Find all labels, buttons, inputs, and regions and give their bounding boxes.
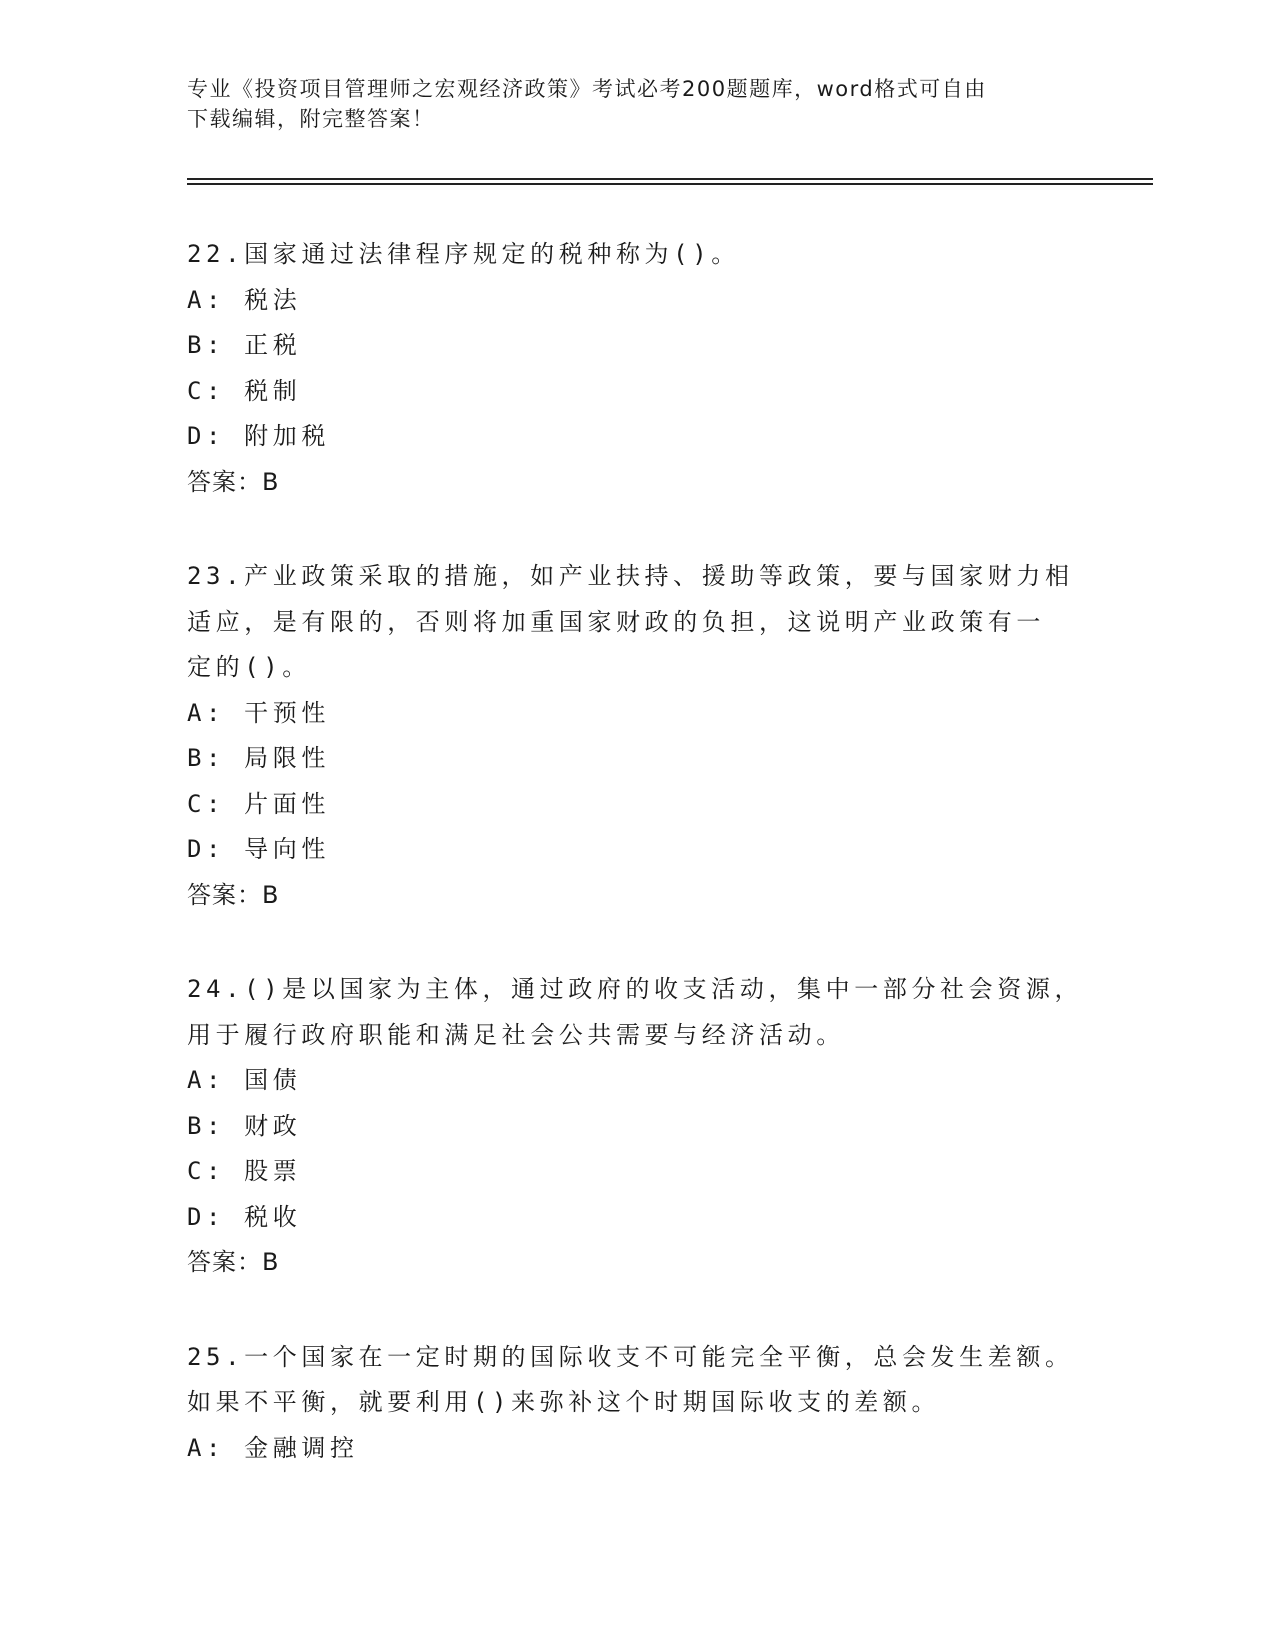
option-b: B: 财政	[187, 1111, 302, 1140]
option-a: A: 税法	[187, 285, 302, 314]
option-a: A: 金融调控	[187, 1433, 359, 1462]
header-line-1: 专业《投资项目管理师之宏观经济政策》考试必考200题题库，word格式可自由	[187, 77, 987, 101]
question-stem-line: 适应，是有限的，否则将加重国家财政的负担，这说明产业政策有一	[187, 607, 1045, 636]
header-divider-bottom	[187, 183, 1153, 185]
question-25	[187, 1335, 1087, 1472]
question-stem-line: 如果不平衡，就要利用()来弥补这个时期国际收支的差额。	[187, 1388, 941, 1416]
option-c: C: 片面性	[187, 789, 330, 818]
question-stem-line: 定的()。	[187, 653, 311, 681]
option-b: B: 正税	[187, 331, 302, 359]
option-a: A: 干预性	[187, 698, 330, 727]
question-stem-line: 22.国家通过法律程序规定的税种称为()。	[187, 240, 740, 268]
question-24	[187, 967, 1087, 1286]
question-stem-line: 23.产业政策采取的措施，如产业扶持、援助等政策，要与国家财力相	[187, 562, 1074, 590]
question-spacer	[187, 505, 1087, 554]
answer-line: 答案：B	[187, 467, 280, 496]
answer-line: 答案：B	[187, 1248, 280, 1276]
document-header	[187, 74, 1087, 134]
question-23	[187, 554, 1087, 918]
question-stem-line: 24.()是以国家为主体，通过政府的收支活动，集中一部分社会资源，	[187, 975, 1084, 1003]
option-d: D: 附加税	[187, 422, 330, 450]
question-list	[187, 232, 1087, 1471]
option-c: C: 税制	[187, 376, 302, 405]
question-spacer	[187, 1286, 1087, 1335]
question-22	[187, 232, 1087, 505]
option-c: C: 股票	[187, 1157, 302, 1185]
question-stem-line: 用于履行政府职能和满足社会公共需要与经济活动。	[187, 1020, 845, 1049]
answer-line: 答案：B	[187, 880, 280, 909]
option-d: D: 导向性	[187, 835, 330, 863]
header-divider-top	[187, 178, 1153, 180]
question-stem-line: 25.一个国家在一定时期的国际收支不可能完全平衡，总会发生差额。	[187, 1342, 1074, 1371]
option-d: D: 税收	[187, 1202, 302, 1231]
header-line-2: 下载编辑，附完整答案！	[187, 107, 435, 131]
option-a: A: 国债	[187, 1066, 302, 1094]
question-spacer	[187, 918, 1087, 967]
option-b: B: 局限性	[187, 744, 330, 772]
